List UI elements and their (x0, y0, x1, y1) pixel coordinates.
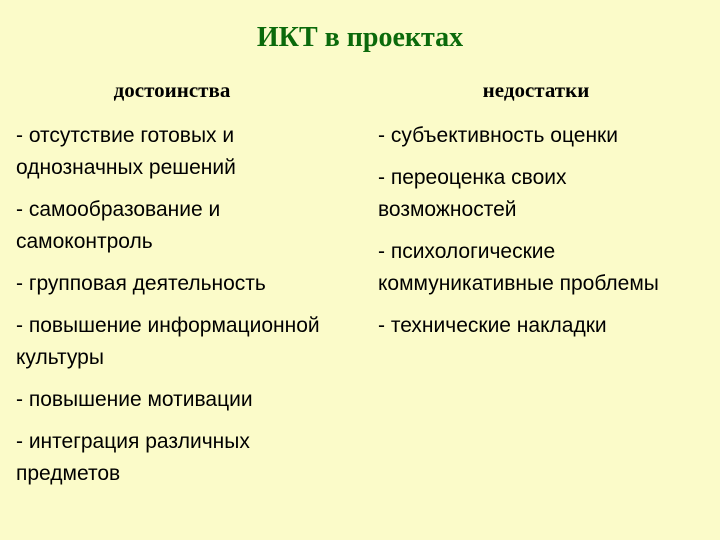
advantage-item: - отсутствие готовых и однозначных решений (16, 124, 236, 179)
disadvantages-header: недостатки (482, 78, 590, 102)
advantage-item: - повышение мотивации (16, 388, 253, 411)
slide-title: ИКТ в проектах (256, 22, 464, 53)
disadvantages-list (378, 120, 708, 342)
advantages-list (16, 120, 356, 490)
disadvantage-item: - психологические коммуникативные проблемы (378, 240, 659, 295)
disadvantages-column (378, 74, 708, 352)
disadvantage-item: - субъективность оценки (378, 124, 618, 147)
advantage-item: - самообразование и самоконтроль (16, 198, 221, 253)
advantage-item: - повышение информационной культуры (16, 314, 320, 369)
advantage-item: - интеграция различных предметов (16, 430, 250, 485)
advantage-item: - групповая деятельность (16, 272, 266, 295)
disadvantage-item: - переоценка своих возможностей (378, 166, 567, 221)
disadvantage-item: - технические накладки (378, 314, 607, 337)
advantages-header: достоинства (113, 78, 231, 102)
advantages-column (16, 74, 356, 500)
